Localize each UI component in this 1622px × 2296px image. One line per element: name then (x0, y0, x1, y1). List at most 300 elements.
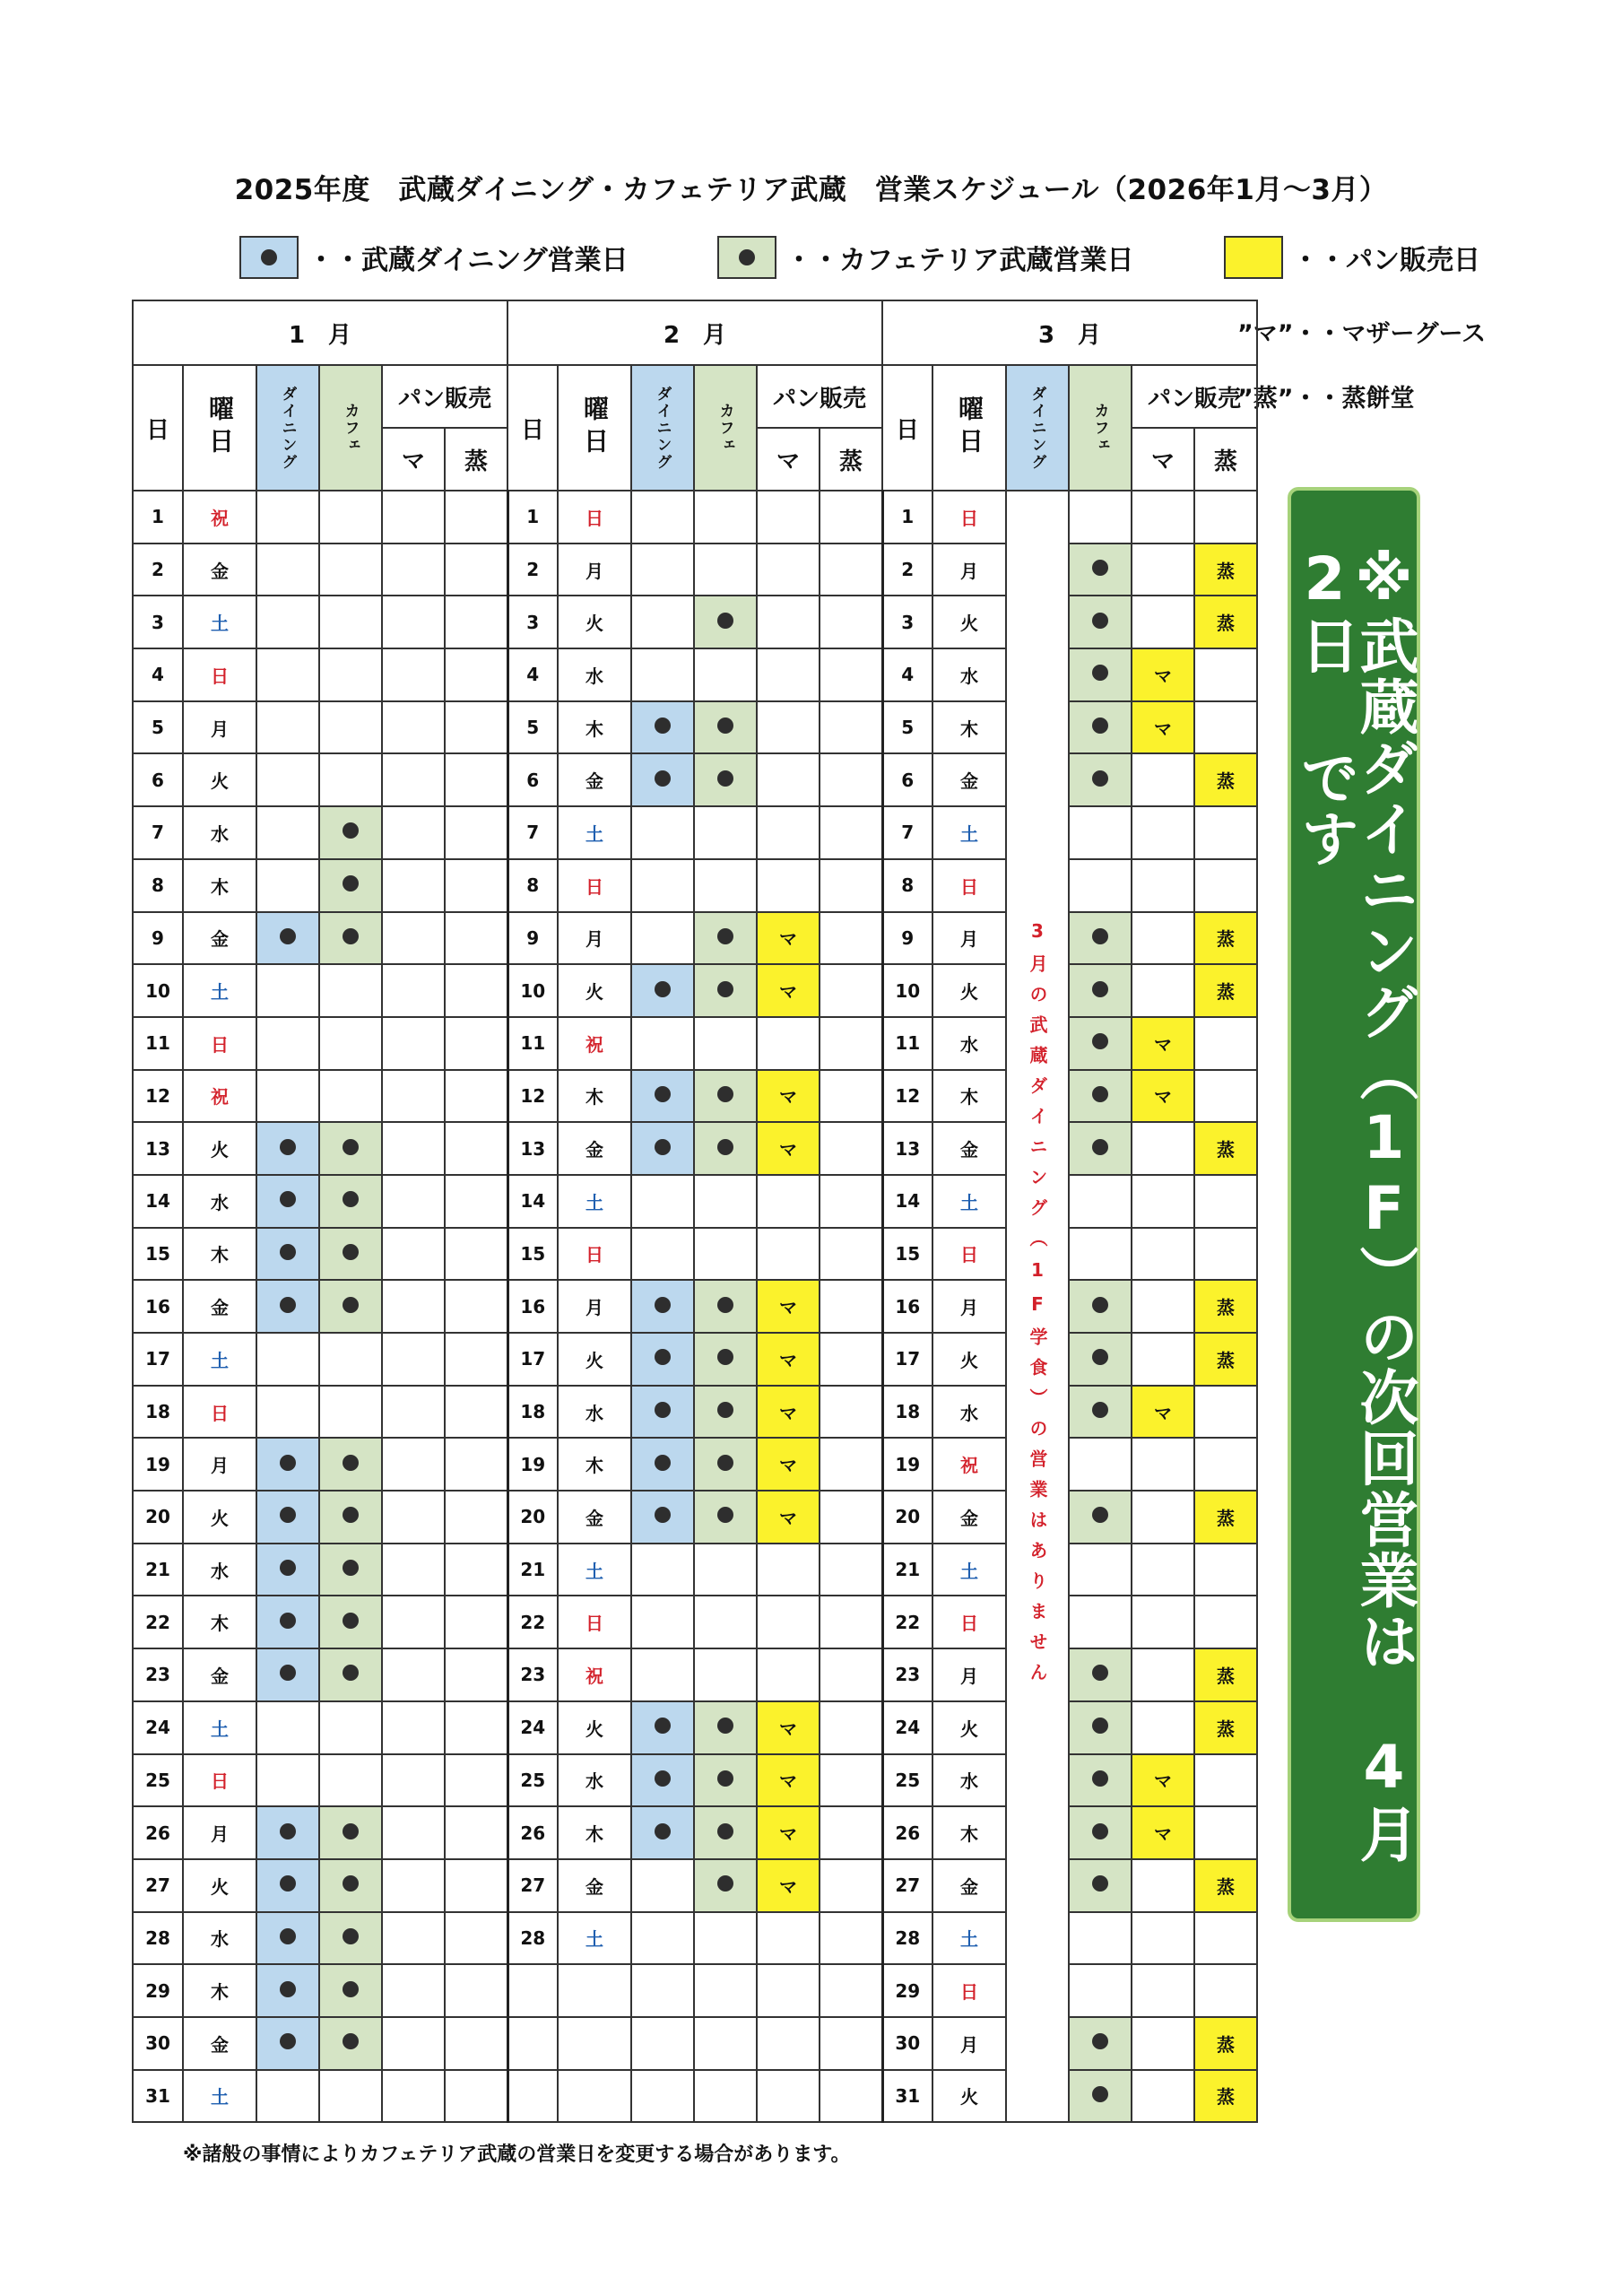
weekday-cell: 火 (932, 2070, 1006, 2123)
dining-cell (256, 2070, 319, 2123)
day-cell: 21 (133, 1544, 183, 1596)
dining-cell (631, 1280, 694, 1333)
day-cell: 2 (133, 544, 183, 596)
pan-ma-cell: マ (1132, 648, 1194, 701)
dot-icon (655, 1297, 671, 1313)
dot-icon (343, 822, 359, 839)
pan-jo-cell (445, 1544, 507, 1596)
weekday-cell: 土 (183, 964, 256, 1017)
weekday-cell: 土 (183, 1701, 256, 1754)
pan-jo-cell (445, 1754, 507, 1807)
dot-icon (1092, 981, 1108, 997)
pan-ma-cell (757, 859, 820, 912)
dot-icon (739, 249, 755, 265)
dining-cell (256, 1175, 319, 1228)
day-cell: 18 (882, 1386, 932, 1439)
pan-jo-cell (820, 1754, 882, 1807)
pan-jo-cell (445, 806, 507, 859)
weekday-header-text: 曜日 (955, 396, 984, 460)
pan-jo-cell (445, 1806, 507, 1859)
dining-cell (631, 1017, 694, 1070)
dining-cell (256, 1017, 319, 1070)
day-cell (507, 2070, 558, 2123)
pan-jo-cell (445, 1175, 507, 1228)
cafe-cell (319, 1596, 382, 1648)
dining-cell (256, 753, 319, 806)
pan-ma-cell (382, 1070, 445, 1123)
weekday-cell: 土 (558, 1175, 631, 1228)
weekday-cell: 木 (183, 1596, 256, 1648)
cafe-cell (1069, 1701, 1132, 1754)
pan-ma-cell (1132, 1544, 1194, 1596)
cafe-cell (1069, 859, 1132, 912)
day-cell: 11 (882, 1017, 932, 1070)
pan-ma-cell (382, 1491, 445, 1544)
pan-ma-cell: マ (757, 912, 820, 965)
day-cell: 2 (882, 544, 932, 596)
cafe-cell (694, 1754, 757, 1807)
cafe-cell (319, 1017, 382, 1070)
dot-icon (717, 1349, 733, 1365)
pan-ma-cell (1132, 1333, 1194, 1386)
table-row (133, 1859, 1257, 1912)
cafe-cell (1069, 701, 1132, 754)
dining-cell (631, 753, 694, 806)
dot-icon (655, 1086, 671, 1102)
pan-jo-cell (820, 753, 882, 806)
cafe-cell (694, 1438, 757, 1491)
weekday-cell: 祝 (558, 1648, 631, 1701)
day-cell: 25 (882, 1754, 932, 1807)
dot-icon (343, 1560, 359, 1576)
dot-icon (717, 613, 733, 629)
weekday-cell: 火 (558, 964, 631, 1017)
pan-jo-cell (820, 1964, 882, 2017)
cafe-cell (694, 1070, 757, 1123)
weekday-cell: 月 (558, 544, 631, 596)
dot-icon (343, 1191, 359, 1207)
day-cell: 8 (507, 859, 558, 912)
day-cell: 19 (507, 1438, 558, 1491)
legend-dining-swatch (239, 236, 299, 279)
weekday-cell: 金 (558, 753, 631, 806)
dot-icon (280, 1560, 296, 1576)
dot-icon (717, 928, 733, 944)
pan-ma-cell (757, 491, 820, 544)
pan-jo-cell (1194, 701, 1257, 754)
pan-ma-cell (382, 1806, 445, 1859)
day-cell: 28 (882, 1912, 932, 1965)
pan-jo-cell (820, 1912, 882, 1965)
day-cell: 17 (507, 1333, 558, 1386)
dining-cell (631, 1333, 694, 1386)
dining-cell (256, 1280, 319, 1333)
weekday-cell: 火 (932, 596, 1006, 648)
weekday-cell: 祝 (183, 491, 256, 544)
dot-icon (1092, 1349, 1108, 1365)
pan-ma-cell (382, 753, 445, 806)
weekday-cell: 水 (183, 1175, 256, 1228)
cafe-cell (319, 1228, 382, 1281)
day-cell: 27 (133, 1859, 183, 1912)
pan-jo-cell (820, 491, 882, 544)
table-row (133, 1175, 1257, 1228)
pan-ma-cell (382, 859, 445, 912)
dining-cell (256, 1438, 319, 1491)
pan-jo-cell (820, 1701, 882, 1754)
pan-jo-cell (445, 1701, 507, 1754)
dot-icon (280, 1139, 296, 1155)
weekday-cell: 日 (183, 1754, 256, 1807)
pan-ma-cell (1132, 1228, 1194, 1281)
pan-ma-cell (1132, 1912, 1194, 1965)
cafe-cell (694, 1859, 757, 1912)
dining-header-text: ダイニング (653, 385, 672, 471)
pan-ma-cell (382, 1859, 445, 1912)
pan-jo-cell (1194, 1912, 1257, 1965)
cafe-cell (319, 1280, 382, 1333)
cafe-cell (694, 491, 757, 544)
pan-ma-cell: マ (757, 1438, 820, 1491)
pan-jo-cell (445, 1964, 507, 2017)
cafe-cell (1069, 1806, 1132, 1859)
dining-cell (256, 1544, 319, 1596)
dining-cell (631, 2070, 694, 2123)
pan-ma-cell: マ (757, 1070, 820, 1123)
day-cell: 22 (882, 1596, 932, 1648)
day-cell: 14 (882, 1175, 932, 1228)
dining-cell (631, 1754, 694, 1807)
cafe-cell (1069, 1228, 1132, 1281)
dining-cell (631, 1964, 694, 2017)
day-cell: 22 (133, 1596, 183, 1648)
day-cell: 7 (507, 806, 558, 859)
dining-cell (631, 544, 694, 596)
dot-icon (1092, 1718, 1108, 1734)
dot-icon (717, 1507, 733, 1523)
dining-cell (256, 2017, 319, 2070)
pan-ma-cell: マ (1132, 701, 1194, 754)
dot-icon (343, 1244, 359, 1260)
cafe-cell (694, 1175, 757, 1228)
weekday-cell: 日 (558, 859, 631, 912)
day-cell: 14 (133, 1175, 183, 1228)
weekday-cell: 水 (183, 806, 256, 859)
pan-jo-cell (445, 2070, 507, 2123)
weekday-cell: 土 (183, 596, 256, 648)
pan-ma-cell (1132, 1964, 1194, 2017)
pan-ma-cell (757, 1017, 820, 1070)
weekday-header (932, 365, 1006, 491)
pan-jo-cell (1194, 1596, 1257, 1648)
day-cell: 30 (133, 2017, 183, 2070)
pan-ma-cell (382, 964, 445, 1017)
pan-jo-cell (445, 964, 507, 1017)
cafe-cell (694, 1122, 757, 1175)
pan-jo-cell (445, 1648, 507, 1701)
day-cell: 9 (133, 912, 183, 965)
day-cell: 27 (882, 1859, 932, 1912)
pan-ma-cell (1132, 1859, 1194, 1912)
pan-ma-cell (382, 648, 445, 701)
cafe-cell (694, 2017, 757, 2070)
legend-cafe-label: ・・カフェテリア武蔵営業日 (785, 245, 1134, 276)
cafe-cell (319, 2070, 382, 2123)
pan-ma-cell (382, 1912, 445, 1965)
pan-jo-cell (1194, 1754, 1257, 1807)
pan-jo-cell (445, 1438, 507, 1491)
dot-icon (280, 1507, 296, 1523)
day-cell: 12 (133, 1070, 183, 1123)
day-cell: 4 (507, 648, 558, 701)
pan-ma-cell (382, 1701, 445, 1754)
cafe-cell (319, 491, 382, 544)
dot-icon (280, 1455, 296, 1471)
weekday-cell: 月 (183, 1438, 256, 1491)
table-row (133, 912, 1257, 965)
pan-jo-cell (445, 1912, 507, 1965)
dot-icon (1092, 1823, 1108, 1839)
legend-pan-swatch (1224, 236, 1283, 279)
table-row (133, 2070, 1257, 2123)
pan-ma-cell (382, 2070, 445, 2123)
dining-closed-note-text: 3月の武蔵ダイニング（1F学食）の営業はありません (1027, 919, 1048, 1693)
table-row (133, 859, 1257, 912)
dining-cell (631, 1438, 694, 1491)
pan-ma-cell (382, 1175, 445, 1228)
day-cell: 29 (882, 1964, 932, 2017)
table-row (133, 1544, 1257, 1596)
pan-jo-cell (1194, 1175, 1257, 1228)
table-row (133, 1438, 1257, 1491)
pan-ma-cell (382, 491, 445, 544)
pan-jo-cell (820, 806, 882, 859)
day-cell: 21 (507, 1544, 558, 1596)
cafe-cell (319, 806, 382, 859)
pan-ma-cell (382, 1333, 445, 1386)
pan-header: パン販売 (757, 365, 882, 428)
day-cell: 1 (882, 491, 932, 544)
weekday-cell: 火 (558, 1333, 631, 1386)
cafe-cell (319, 2017, 382, 2070)
dining-cell (256, 1859, 319, 1912)
day-cell: 3 (507, 596, 558, 648)
pan-jo-cell (820, 1806, 882, 1859)
pan-header: パン販売 (382, 365, 507, 428)
weekday-cell (558, 2070, 631, 2123)
legend-cafe-swatch (717, 236, 776, 279)
pan-ma-cell (757, 1544, 820, 1596)
weekday-cell: 木 (932, 1070, 1006, 1123)
ma-header: マ (1132, 428, 1194, 491)
table-row (133, 964, 1257, 1017)
day-cell: 15 (507, 1228, 558, 1281)
weekday-cell: 日 (183, 1386, 256, 1439)
pan-jo-cell (445, 1386, 507, 1439)
day-cell: 7 (133, 806, 183, 859)
pan-jo-cell (820, 544, 882, 596)
pan-jo-cell (445, 1491, 507, 1544)
pan-jo-cell (820, 964, 882, 1017)
pan-jo-cell (1194, 1964, 1257, 2017)
dot-icon (343, 1613, 359, 1629)
day-cell: 29 (133, 1964, 183, 2017)
pan-ma-cell (757, 701, 820, 754)
pan-ma-cell (757, 753, 820, 806)
weekday-cell: 金 (932, 1491, 1006, 1544)
day-cell: 3 (882, 596, 932, 648)
weekday-cell: 月 (932, 1280, 1006, 1333)
dining-cell (631, 1386, 694, 1439)
cafe-cell (1069, 1122, 1132, 1175)
day-cell: 19 (133, 1438, 183, 1491)
dot-icon (655, 981, 671, 997)
dot-icon (280, 1928, 296, 1944)
pan-ma-cell (757, 2070, 820, 2123)
weekday-cell: 金 (558, 1491, 631, 1544)
weekday-cell: 水 (183, 1912, 256, 1965)
day-header: 日 (507, 365, 558, 491)
day-cell: 7 (882, 806, 932, 859)
legend-dining-label: ・・武蔵ダイニング営業日 (308, 245, 629, 276)
dining-cell (631, 964, 694, 1017)
cafe-cell (319, 1964, 382, 2017)
pan-ma-cell: マ (757, 1122, 820, 1175)
pan-jo-cell (1194, 491, 1257, 544)
weekday-cell: 日 (932, 1596, 1006, 1648)
cafe-cell (694, 1912, 757, 1965)
dining-cell (631, 1701, 694, 1754)
pan-jo-cell (1194, 1544, 1257, 1596)
weekday-cell: 金 (932, 1122, 1006, 1175)
weekday-cell: 月 (558, 1280, 631, 1333)
pan-ma-cell (757, 1648, 820, 1701)
day-cell: 8 (882, 859, 932, 912)
day-cell: 16 (507, 1280, 558, 1333)
pan-jo-cell (1194, 1017, 1257, 1070)
table-row (133, 1701, 1257, 1754)
dot-icon (343, 1455, 359, 1471)
pan-jo-cell (1194, 806, 1257, 859)
day-cell: 9 (882, 912, 932, 965)
cafe-cell (694, 1806, 757, 1859)
day-cell: 22 (507, 1596, 558, 1648)
dot-icon (343, 1823, 359, 1839)
dining-cell (631, 1070, 694, 1123)
weekday-cell: 月 (183, 1806, 256, 1859)
pan-jo-cell (1194, 1438, 1257, 1491)
cafe-cell (694, 701, 757, 754)
schedule-table (132, 300, 1258, 2123)
weekday-cell: 日 (932, 491, 1006, 544)
dining-cell (631, 1806, 694, 1859)
pan-ma-cell (1132, 964, 1194, 1017)
dot-icon (343, 2033, 359, 2049)
cafe-cell (1069, 1544, 1132, 1596)
pan-jo-cell (820, 1175, 882, 1228)
dining-cell (256, 859, 319, 912)
dining-cell (256, 1333, 319, 1386)
dot-icon (717, 1086, 733, 1102)
pan-ma-cell (382, 1596, 445, 1648)
day-cell: 3 (133, 596, 183, 648)
cafe-cell (1069, 1859, 1132, 1912)
cafe-cell (694, 1648, 757, 1701)
weekday-cell: 土 (932, 1175, 1006, 1228)
dining-cell (631, 648, 694, 701)
dot-icon (655, 1823, 671, 1839)
cafe-cell (319, 648, 382, 701)
dining-cell (631, 1596, 694, 1648)
dot-icon (717, 1823, 733, 1839)
weekday-cell (558, 1964, 631, 2017)
cafe-cell (1069, 491, 1132, 544)
pan-ma-cell (1132, 1438, 1194, 1491)
pan-ma-cell (1132, 596, 1194, 648)
pan-jo-cell (445, 912, 507, 965)
table-row (133, 1122, 1257, 1175)
table-row (133, 1806, 1257, 1859)
dot-icon (261, 249, 277, 265)
cafe-cell (1069, 648, 1132, 701)
dot-icon (1092, 718, 1108, 734)
dining-cell (256, 1648, 319, 1701)
dining-cell (256, 1964, 319, 2017)
dot-icon (343, 1981, 359, 1997)
weekday-cell: 土 (183, 2070, 256, 2123)
pan-ma-cell (757, 596, 820, 648)
cafe-cell (1069, 1175, 1132, 1228)
weekday-cell: 月 (932, 1648, 1006, 1701)
dining-cell (631, 491, 694, 544)
pan-jo-cell (445, 1333, 507, 1386)
dot-icon (717, 1297, 733, 1313)
day-cell: 11 (507, 1017, 558, 1070)
dot-icon (717, 1718, 733, 1734)
pan-ma-cell (757, 1228, 820, 1281)
pan-jo-cell (820, 1438, 882, 1491)
day-cell: 31 (133, 2070, 183, 2123)
weekday-cell: 木 (183, 1964, 256, 2017)
weekday-cell: 火 (932, 1333, 1006, 1386)
day-cell: 25 (507, 1754, 558, 1807)
pan-ma-cell: マ (757, 1701, 820, 1754)
pan-jo-cell: 蒸 (1194, 2017, 1257, 2070)
cafe-cell (319, 1333, 382, 1386)
dining-cell (256, 1596, 319, 1648)
pan-ma-cell (1132, 1596, 1194, 1648)
pan-header: パン販売 (1132, 365, 1257, 428)
dot-icon (1092, 1033, 1108, 1049)
weekday-cell: 金 (183, 912, 256, 965)
dining-cell (631, 1175, 694, 1228)
day-cell: 13 (133, 1122, 183, 1175)
weekday-cell: 木 (558, 1806, 631, 1859)
pan-jo-cell (445, 1017, 507, 1070)
pan-jo-cell (820, 1333, 882, 1386)
pan-jo-cell: 蒸 (1194, 1648, 1257, 1701)
pan-ma-cell (1132, 806, 1194, 859)
dot-icon (1092, 770, 1108, 787)
weekday-cell: 木 (183, 859, 256, 912)
weekday-cell (558, 2017, 631, 2070)
weekday-cell: 木 (558, 701, 631, 754)
day-cell: 17 (133, 1333, 183, 1386)
weekday-cell: 祝 (558, 1017, 631, 1070)
dot-icon (280, 1297, 296, 1313)
legend-dining (239, 235, 629, 280)
pan-jo-cell (820, 1491, 882, 1544)
